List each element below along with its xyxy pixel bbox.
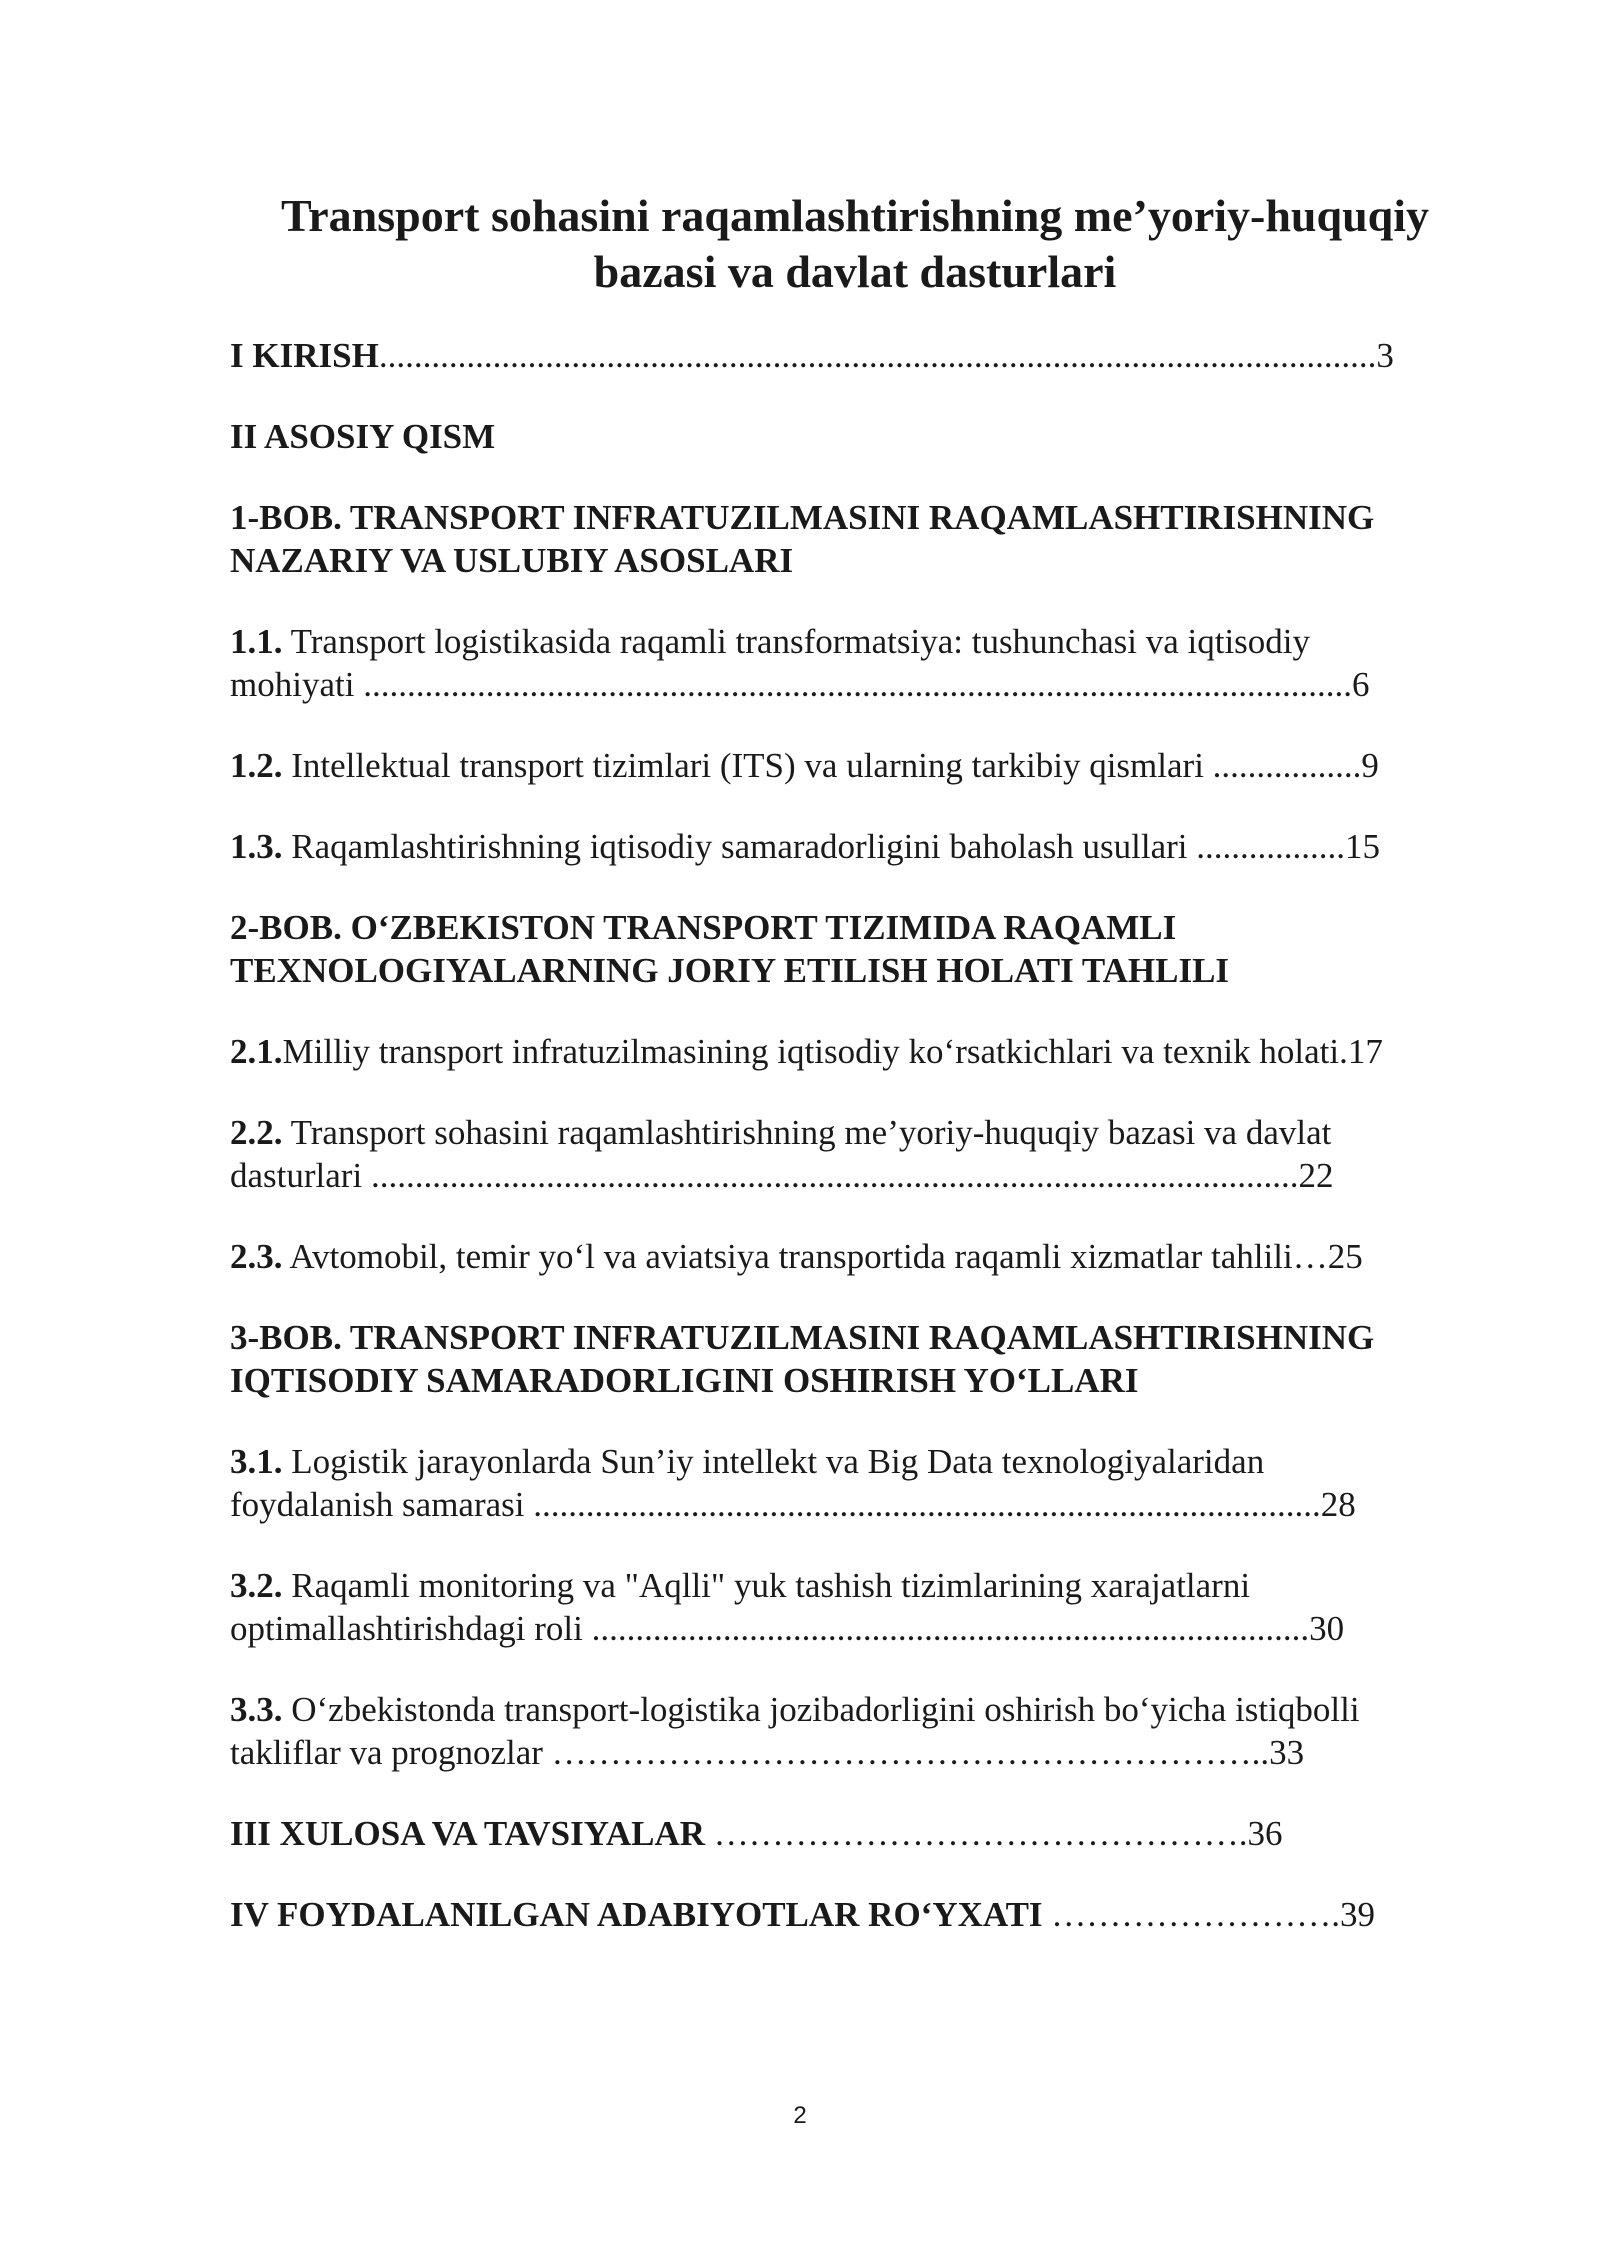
- toc-section-3-1[interactable]: [230, 1440, 1482, 1526]
- section-number: 1.1.: [230, 622, 283, 661]
- toc-page-number: 9: [1361, 746, 1379, 785]
- toc-page-number: 15: [1345, 827, 1381, 866]
- toc-leader-dots: ..........................................................................................: [533, 1485, 1321, 1524]
- section-number: 2.1.: [230, 1032, 283, 1071]
- section-title-line-1: Transport logistikasida raqamli transformatsiya: tushunchasi va iqtisodiy: [282, 622, 1311, 661]
- section-number: 1.3.: [230, 827, 283, 866]
- section-title-line-1: Raqamli monitoring va "Aqlli" yuk tashish tizimlarining xarajatlarni: [282, 1566, 1251, 1605]
- toc-section-1-2[interactable]: [230, 744, 1482, 787]
- section-number: 3.2.: [230, 1566, 283, 1605]
- section-title: Raqamlashtirishning iqtisodiy samaradorligini baholash usullari: [282, 827, 1197, 866]
- chapter-heading-line-2: TEXNOLOGIYALARNING JORIY ETILISH HOLATI TAHLILI: [230, 951, 1230, 990]
- toc-section-3-3[interactable]: [230, 1688, 1482, 1774]
- section-title: Milliy transport infratuzilmasining iqtisodiy ko‘rsatkichlari va texnik holati.: [282, 1032, 1348, 1071]
- title-line-1: Transport sohasini raqamlashtirishning me’yoriy-huquqiy: [280, 190, 1430, 241]
- toc-leader-dots: ……………………………………………………..: [551, 1733, 1270, 1772]
- toc-page-number: 17: [1347, 1032, 1383, 1071]
- chapter-heading-line-2: IQTISODIY SAMARADORLIGINI OSHIRISH YO‘LLARI: [230, 1361, 1139, 1400]
- section-number: 2.2.: [230, 1113, 283, 1152]
- toc-leader-dots: .................................................................................................................: [363, 665, 1352, 704]
- toc-entry-kirish[interactable]: [230, 334, 1482, 377]
- section-number: 1.2.: [230, 746, 283, 785]
- section-title-line-2: mohiyati: [230, 665, 364, 704]
- toc-section-2-2[interactable]: [230, 1111, 1482, 1197]
- toc-page-number: 33: [1269, 1733, 1305, 1772]
- toc-entry-label: I KIRISH: [230, 336, 379, 375]
- toc-chapter-3[interactable]: [230, 1316, 1482, 1402]
- toc-page-number: 3: [1376, 336, 1394, 375]
- toc-page-number: 39: [1340, 1895, 1376, 1934]
- toc-entry-label: III XULOSA VA TAVSIYALAR: [230, 1814, 714, 1853]
- toc-section-2-3[interactable]: [230, 1235, 1482, 1278]
- section-number: 2.3.: [230, 1237, 283, 1276]
- toc-page-number: 6: [1351, 665, 1370, 704]
- section-title: Avtomobil, temir yo‘l va aviatsiya transportida raqamli xizmatlar tahlili…: [282, 1237, 1328, 1276]
- section-title-line-2: optimallashtirishdagi roli: [230, 1609, 592, 1648]
- chapter-heading-line-1: 1-BOB. TRANSPORT INFRATUZILMASINI RAQAMLASHTIRISHNING: [230, 498, 1375, 537]
- toc-section-3-2[interactable]: [230, 1564, 1482, 1650]
- section-title-line-2: foydalanish samarasi: [230, 1485, 534, 1524]
- section-number: 3.3.: [230, 1690, 283, 1729]
- section-title: Intellektual transport tizimlari (ITS) va ularning tarkibiy qismlari: [282, 746, 1213, 785]
- toc-section-1-1[interactable]: [230, 620, 1482, 706]
- toc-entry-xulosa[interactable]: [230, 1812, 1482, 1855]
- section-title-line-1: Logistik jarayonlarda Sun’iy intellekt va Big Data texnologiyalaridan: [282, 1442, 1265, 1481]
- section-number: 3.1.: [230, 1442, 283, 1481]
- toc-page-number: 28: [1320, 1485, 1356, 1524]
- toc-chapter-2[interactable]: [230, 906, 1482, 992]
- section-title-line-2: takliflar va prognozlar: [230, 1733, 552, 1772]
- section-title-line-2: dasturlari: [230, 1156, 371, 1195]
- toc-entry-adabiyotlar[interactable]: [230, 1893, 1482, 1936]
- toc-entry-label: IV FOYDALANILGAN ADABIYOTLAR RO‘YXATI: [230, 1895, 1052, 1934]
- section-title-line-1: O‘zbekistonda transport-logistika jozibadorligini oshirish bo‘yicha istiqbolli: [282, 1690, 1360, 1729]
- toc-leader-dots: …………………….: [1051, 1895, 1341, 1934]
- toc-chapter-1[interactable]: [230, 496, 1482, 582]
- toc-section-1-3[interactable]: [230, 825, 1482, 868]
- toc-page-number: 30: [1309, 1609, 1345, 1648]
- page-number-footer: 2: [793, 2102, 807, 2129]
- toc-leader-dots: ..................................................................................: [591, 1609, 1310, 1648]
- chapter-heading-line-1: 3-BOB. TRANSPORT INFRATUZILMASINI RAQAMLASHTIRISHNING: [230, 1318, 1375, 1357]
- table-of-contents: [230, 334, 1482, 1974]
- toc-leader-dots: ……………………………………….: [713, 1814, 1248, 1853]
- toc-leader-dots: ..........................................................................................................: [370, 1156, 1299, 1195]
- document-title: [230, 188, 1480, 300]
- toc-leader-dots: .................: [1196, 827, 1346, 866]
- toc-page-number: 36: [1247, 1814, 1283, 1853]
- toc-entry-label: II ASOSIY QISM: [230, 417, 496, 456]
- toc-section-2-1[interactable]: [230, 1030, 1482, 1073]
- title-line-2: bazasi va davlat dasturlari: [593, 246, 1117, 297]
- chapter-heading-line-2: NAZARIY VA USLUBIY ASOSLARI: [230, 541, 794, 580]
- chapter-heading-line-1: 2-BOB. O‘ZBEKISTON TRANSPORT TIZIMIDA RAQAMLI: [230, 908, 1177, 947]
- toc-leader-dots: .................: [1212, 746, 1362, 785]
- toc-leader-dots: ..................................................................................................................: [378, 336, 1377, 375]
- toc-page-number: 22: [1298, 1156, 1334, 1195]
- toc-page-number: 25: [1327, 1237, 1363, 1276]
- toc-entry-asosiy-qism[interactable]: [230, 415, 1482, 458]
- section-title-line-1: Transport sohasini raqamlashtirishning me’yoriy-huquqiy bazasi va davlat: [282, 1113, 1332, 1152]
